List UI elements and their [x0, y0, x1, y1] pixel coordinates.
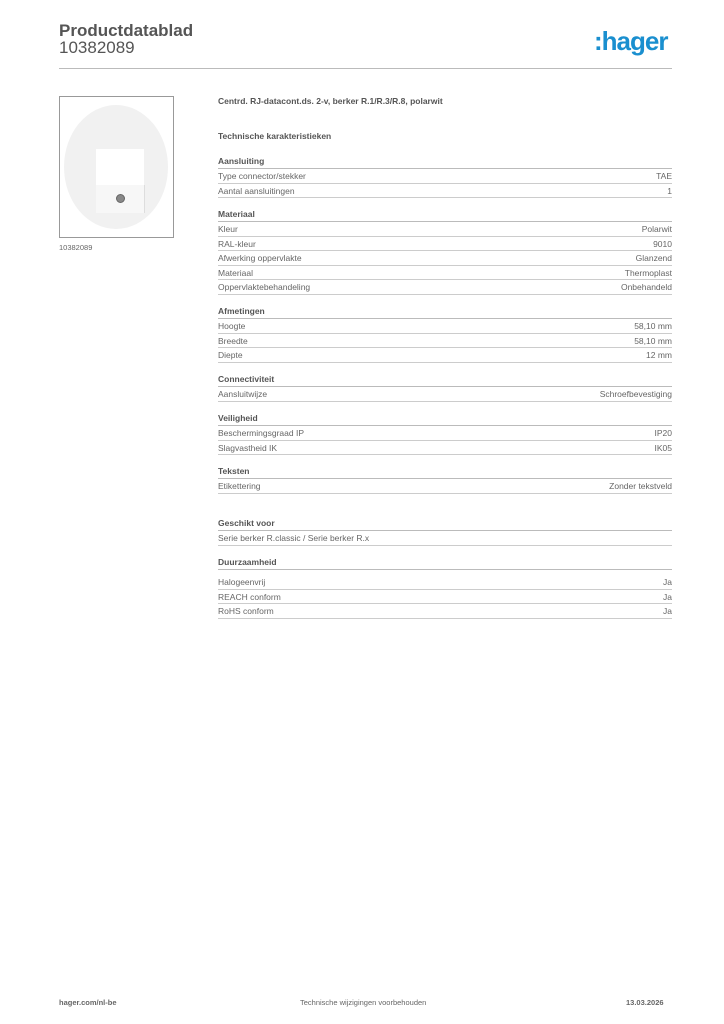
spec-value: Ja	[663, 606, 672, 617]
spec-label: Etikettering	[218, 481, 261, 491]
spec-value: Ja	[663, 577, 672, 587]
spec-value: TAE	[656, 171, 672, 181]
spec-value: 58,10 mm	[634, 321, 672, 331]
spec-value: 12 mm	[646, 350, 672, 361]
spec-section	[218, 372, 672, 402]
cover-plate	[64, 105, 168, 229]
spec-label: Beschermingsgraad IP	[218, 428, 304, 438]
hager-logo: :hager	[594, 26, 668, 56]
spec-value: Zonder tekstveld	[609, 481, 672, 491]
spec-row	[218, 479, 672, 494]
section-title: Connectiviteit	[218, 372, 672, 387]
spec-row	[218, 441, 672, 456]
spec-value: IK05	[654, 442, 672, 453]
spec-label: Hoogte	[218, 321, 246, 331]
spec-value: 1	[667, 185, 672, 196]
section-title: Materiaal	[218, 207, 672, 222]
spec-label: Diepte	[218, 350, 243, 361]
spec-row	[218, 387, 672, 402]
spec-section	[218, 555, 672, 619]
spec-row	[218, 531, 672, 546]
spec-value: Onbehandeld	[620, 282, 672, 293]
spec-section	[218, 411, 672, 455]
spec-label: Afwerking oppervlakte	[218, 253, 302, 264]
spec-section	[218, 154, 672, 198]
spec-label: Aansluitwijze	[218, 389, 268, 399]
product-image	[59, 96, 174, 238]
spec-section	[218, 516, 672, 546]
footer-website[interactable]: hager.com/nl-be	[59, 998, 117, 1007]
section-title: Afmetingen	[218, 304, 672, 319]
spec-row	[218, 590, 672, 605]
spec-label: Type connector/stekker	[218, 171, 306, 181]
image-caption: 10382089	[59, 243, 93, 252]
section-title: Aansluiting	[218, 154, 672, 169]
spec-label: Breedte	[218, 335, 248, 346]
spec-value: Polarwit	[641, 224, 672, 234]
section-title: Teksten	[218, 464, 672, 479]
spec-value: IP20	[654, 428, 672, 438]
page-title: Productdatablad	[59, 21, 194, 40]
spec-label: Oppervlaktebehandeling	[218, 282, 311, 293]
spec-row	[218, 280, 672, 295]
spec-label: Halogeenvrij	[218, 577, 266, 587]
spec-label: Slagvastheid IK	[218, 442, 278, 453]
spec-value: Glanzend	[635, 253, 672, 264]
spec-row	[218, 604, 672, 619]
spec-row	[218, 169, 672, 184]
spec-section	[218, 304, 672, 363]
spec-row	[218, 237, 672, 252]
section-title: Veiligheid	[218, 411, 672, 426]
footer-disclaimer: Technische wijzigingen voorbehouden	[300, 998, 427, 1007]
product-name: Centrd. RJ-datacont.ds. 2-v, berker R.1/R.3/R.8, polarwit	[218, 96, 443, 106]
section-title: Geschikt voor	[218, 516, 672, 531]
spec-row	[218, 319, 672, 334]
spec-label: Aantal aansluitingen	[218, 185, 295, 196]
spec-row	[218, 222, 672, 237]
header-divider	[59, 68, 672, 69]
document-number: 10382089	[59, 38, 135, 57]
spec-row	[218, 348, 672, 363]
tech-heading: Technische karakteristieken	[218, 131, 332, 141]
spec-label: RAL-kleur	[218, 238, 256, 249]
spec-value: Thermoplast	[624, 267, 672, 278]
label-window	[96, 149, 144, 185]
spec-label: RoHS conform	[218, 606, 274, 617]
spec-row	[218, 266, 672, 281]
screw-icon	[116, 194, 125, 203]
spec-value: Ja	[663, 591, 672, 602]
spec-label: Kleur	[218, 224, 238, 234]
spec-value: 9010	[653, 238, 672, 249]
spec-section	[218, 207, 672, 295]
spec-label: Materiaal	[218, 267, 253, 278]
section-title: Duurzaamheid	[218, 555, 672, 570]
spec-section	[218, 464, 672, 494]
spec-row	[218, 426, 672, 441]
spec-row	[218, 251, 672, 266]
spec-row	[218, 575, 672, 590]
footer-date: 13.03.2026	[626, 998, 664, 1007]
spec-row	[218, 334, 672, 349]
spec-value: 58,10 mm	[634, 335, 672, 346]
spec-label: Serie berker R.classic / Serie berker R.x	[218, 533, 370, 543]
spec-label: REACH conform	[218, 591, 281, 602]
spec-row	[218, 184, 672, 199]
spec-value: Schroefbevestiging	[599, 389, 672, 399]
connector-flap	[96, 185, 145, 213]
